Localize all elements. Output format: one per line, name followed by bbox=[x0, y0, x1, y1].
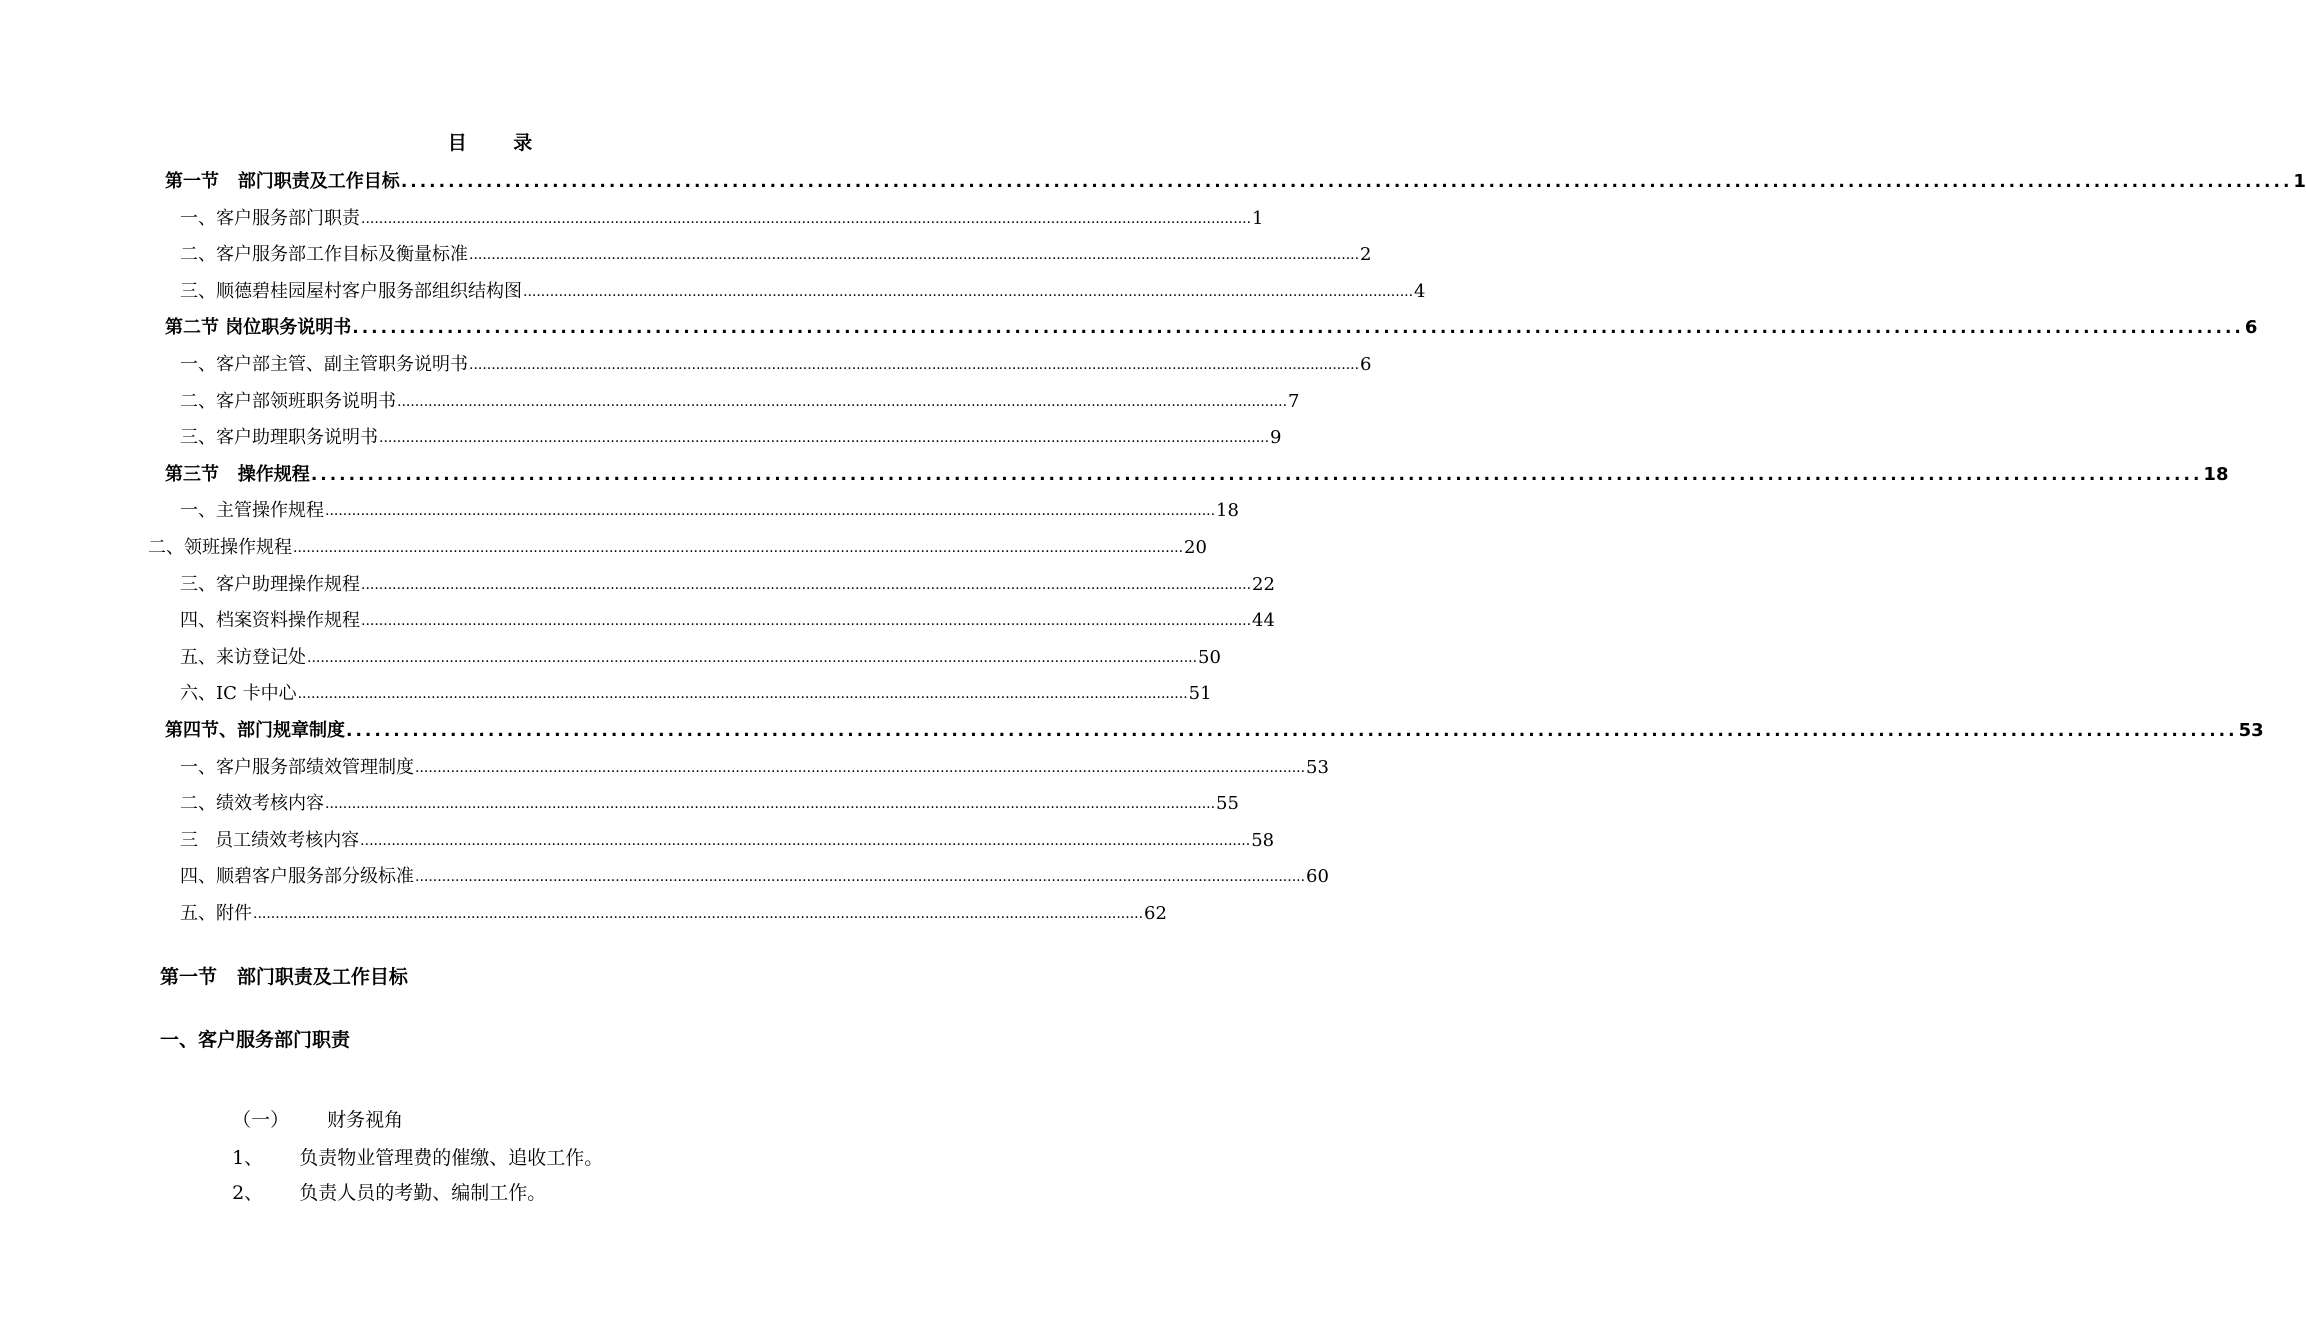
section-heading: 第一节 部门职责及工作目标 bbox=[160, 966, 408, 988]
toc-page-number: 44 bbox=[1252, 610, 1275, 632]
toc-page-number: 20 bbox=[1184, 537, 1207, 558]
toc-entry[interactable] bbox=[180, 748, 1329, 782]
toc-leader-dots: ........................................................................................................................................................................................................ bbox=[523, 283, 1414, 300]
toc-entry-label: 二、客户部领班职务说明书 bbox=[180, 390, 396, 412]
toc-page-number: 55 bbox=[1216, 793, 1239, 815]
toc-leader-dots: ........................................................................................................................................................................................................ bbox=[415, 759, 1306, 776]
toc-leader-dots: ........................................................................................................................................................................................................ bbox=[297, 686, 1188, 703]
toc-section-entry[interactable] bbox=[165, 711, 2264, 745]
toc-entry-label: 二、领班操作规程 bbox=[148, 537, 292, 558]
toc-page-number: 51 bbox=[1188, 683, 1212, 705]
toc-title: 目 录 bbox=[447, 132, 553, 154]
toc-page-number: 60 bbox=[1306, 866, 1329, 888]
toc-page-number: 62 bbox=[1144, 903, 1167, 924]
toc-entry-label: 第二节 岗位职务说明书 bbox=[165, 317, 352, 339]
toc-entry[interactable] bbox=[180, 272, 1426, 306]
toc-page-number: 58 bbox=[1251, 829, 1275, 851]
item-text: 财务视角 bbox=[327, 1109, 404, 1131]
toc-entry-label: 四、顺碧客户服务部分级标准 bbox=[180, 866, 414, 888]
toc-page-number: 18 bbox=[1216, 500, 1239, 522]
toc-leader-dots: ........................................................................................................................................................................................................ bbox=[253, 906, 1144, 922]
toc-entry[interactable] bbox=[180, 235, 1372, 269]
toc-entry[interactable] bbox=[180, 857, 1329, 891]
toc-entry[interactable] bbox=[180, 601, 1275, 635]
toc-entry[interactable] bbox=[180, 491, 1239, 525]
toc-page-number: 18 bbox=[2203, 463, 2229, 485]
toc-entry[interactable] bbox=[180, 638, 1221, 672]
toc-entry-label: 三、客户助理操作规程 bbox=[180, 573, 360, 595]
toc-leader-dots: ........................................................................................................................................................................................................ bbox=[346, 721, 2238, 741]
toc-entry[interactable] bbox=[180, 821, 1275, 855]
toc-entry[interactable] bbox=[180, 894, 1167, 928]
toc-leader-dots: ........................................................................................................................................................................................................ bbox=[361, 576, 1252, 593]
toc-page-number: 53 bbox=[2238, 720, 2264, 741]
toc-entry-label: 三、客户助理职务说明书 bbox=[180, 427, 378, 449]
toc-page-number: 53 bbox=[1306, 756, 1329, 778]
toc-entry[interactable] bbox=[180, 199, 1264, 233]
toc-entry-label: 三 员工绩效考核内容 bbox=[180, 829, 360, 851]
toc-entry-label: 三、顺德碧桂园屋村客户服务部组织结构图 bbox=[180, 280, 522, 302]
toc-entry-label: 二、绩效考核内容 bbox=[180, 793, 324, 815]
toc-entry[interactable] bbox=[180, 382, 1300, 416]
toc-entry-label: 一、主管操作规程 bbox=[180, 500, 324, 522]
toc-entry-label: 二、客户服务部工作目标及衡量标准 bbox=[180, 244, 468, 266]
toc-leader-dots: ........................................................................................................................................................................................................ bbox=[325, 503, 1216, 520]
toc-entry-label: 四、档案资料操作规程 bbox=[180, 610, 360, 632]
toc-page-number: 6 bbox=[2244, 317, 2258, 339]
toc-entry[interactable] bbox=[180, 345, 1372, 379]
toc-page-number: 50 bbox=[1198, 646, 1221, 668]
toc-entry[interactable] bbox=[148, 528, 1207, 562]
toc-leader-dots: ........................................................................................................................................................................................................ bbox=[293, 540, 1184, 556]
toc-leader-dots: ........................................................................................................................................................................................................ bbox=[415, 869, 1306, 886]
toc-entry-label: 五、来访登记处 bbox=[180, 646, 306, 668]
toc-entry[interactable] bbox=[180, 565, 1275, 599]
item-number: 1、 bbox=[232, 1147, 264, 1169]
toc-leader-dots: ........................................................................................................................................................................................................ bbox=[307, 649, 1198, 666]
toc-entry-label: 第三节 操作规程 bbox=[165, 463, 310, 485]
toc-entry-label: 一、客户部主管、副主管职务说明书 bbox=[180, 354, 468, 375]
toc-section-entry[interactable] bbox=[165, 162, 2306, 196]
toc-entry-label: 一、客户服务部绩效管理制度 bbox=[180, 756, 414, 778]
toc-page-number: 2 bbox=[1360, 244, 1372, 266]
toc-section-entry[interactable] bbox=[165, 308, 2258, 342]
toc-leader-dots: ........................................................................................................................................................................................................ bbox=[325, 796, 1216, 813]
item-number: 2、 bbox=[232, 1182, 264, 1204]
item-text: 负责人员的考勤、编制工作。 bbox=[299, 1182, 547, 1204]
toc-section-entry[interactable] bbox=[165, 455, 2229, 489]
toc-leader-dots: ........................................................................................................................................................................................................ bbox=[360, 832, 1251, 849]
toc-leader-dots: ........................................................................................................................................................................................................ bbox=[397, 393, 1288, 410]
toc-page-number: 1 bbox=[1252, 207, 1264, 229]
toc-leader-dots: ........................................................................................................................................................................................................ bbox=[469, 247, 1360, 264]
toc-entry[interactable] bbox=[180, 674, 1212, 708]
item-number: （一） bbox=[232, 1109, 290, 1131]
toc-page-number: 7 bbox=[1288, 390, 1300, 412]
toc-leader-dots: ........................................................................................................................................................................................................ bbox=[361, 210, 1252, 227]
toc-entry-label: 五、附件 bbox=[180, 903, 252, 924]
toc-entry[interactable] bbox=[180, 418, 1282, 452]
toc-leader-dots: ........................................................................................................................................................................................................ bbox=[352, 318, 2244, 339]
toc-entry-label: 一、客户服务部门职责 bbox=[180, 207, 360, 229]
toc-entry[interactable] bbox=[180, 784, 1239, 818]
toc-entry-label: 第一节 部门职责及工作目标 bbox=[165, 171, 400, 192]
toc-leader-dots: ........................................................................................................................................................................................................ bbox=[400, 172, 2293, 192]
sub-heading: 一、客户服务部门职责 bbox=[160, 1029, 351, 1051]
toc-leader-dots: ........................................................................................................................................................................................................ bbox=[361, 613, 1252, 630]
list-item bbox=[220, 1156, 546, 1205]
toc-page-number: 1 bbox=[2293, 171, 2306, 192]
toc-page-number: 4 bbox=[1414, 280, 1426, 302]
toc-page-number: 6 bbox=[1360, 354, 1372, 375]
item-text: 负责物业管理费的催缴、追收工作。 bbox=[299, 1147, 604, 1169]
toc-page-number: 22 bbox=[1252, 573, 1275, 595]
toc-entry-label: 六、IC 卡中心 bbox=[180, 683, 297, 705]
toc-leader-dots: ........................................................................................................................................................................................................ bbox=[469, 357, 1360, 373]
toc-page-number: 9 bbox=[1270, 427, 1282, 449]
toc-leader-dots: ........................................................................................................................................................................................................ bbox=[379, 430, 1270, 447]
toc-leader-dots: ........................................................................................................................................................................................................ bbox=[310, 464, 2203, 485]
toc-entry-label: 第四节、部门规章制度 bbox=[165, 720, 345, 741]
